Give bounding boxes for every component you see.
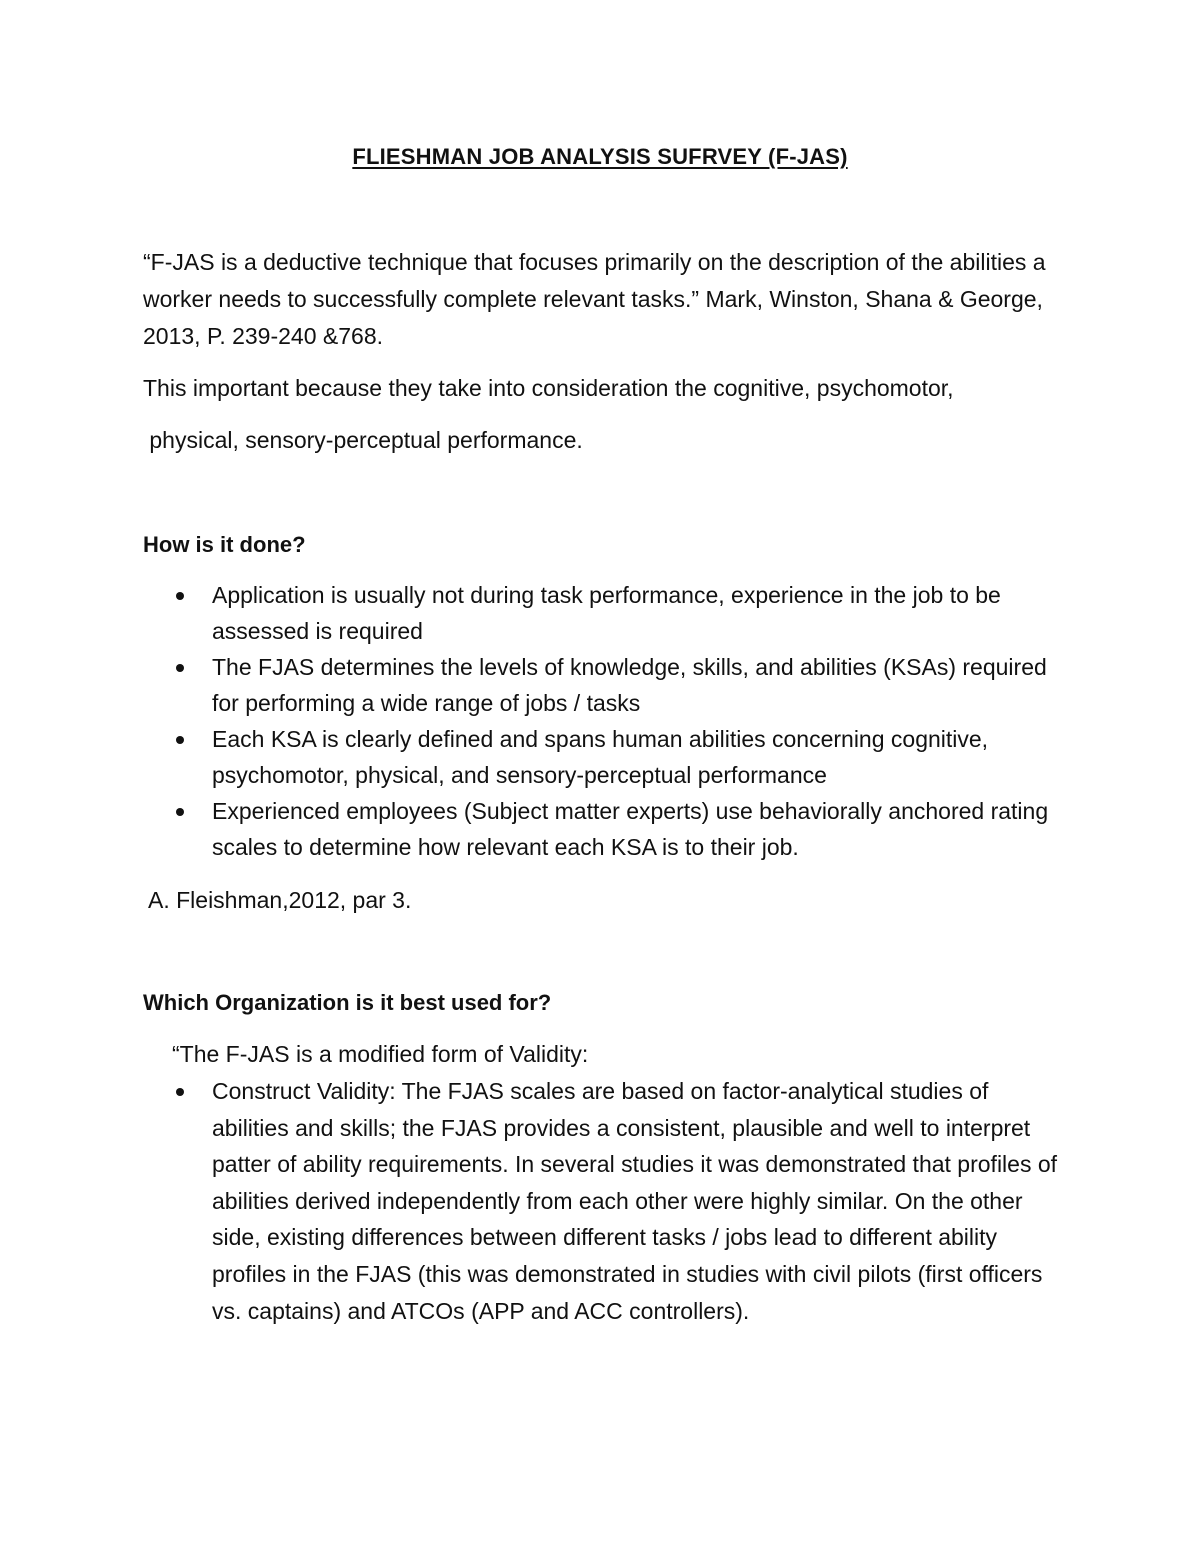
list-item-text: Application is usually not during task performance, experience in the job to be assessed is required [212,582,1001,644]
list-item-text: The FJAS determines the levels of knowledge, skills, and abilities (KSAs) required for performing a wide range of jobs / tasks [212,654,1047,716]
importance-line-2: physical, sensory-perceptual performance. [143,427,583,453]
document-title: FLIESHMAN JOB ANALYSIS SUFRVEY (F-JAS) [352,144,848,169]
list-item [143,577,1063,649]
list-item [143,649,1063,721]
bullet-icon [176,736,184,744]
list-item-text: Each KSA is clearly defined and spans human abilities concerning cognitive, psychomotor, physical, and sensory-perceptual performance [212,726,989,788]
importance-line-1: This important because they take into consideration the cognitive, psychomotor, [143,375,954,401]
intro-quote: “F-JAS is a deductive technique that focuses primarily on the description of the abilities a worker needs to successfully complete relevant tasks.” Mark, Winston, Shana & George, 2013, P. 239-240 &768. [143,249,1046,349]
how-bullet-list [143,577,1063,865]
section-heading-how: How is it done? [143,532,306,557]
list-item [143,793,1063,865]
bullet-icon [176,664,184,672]
how-citation: A. Fleishman,2012, par 3. [148,887,412,913]
list-item [143,721,1063,793]
section-heading-organization: Which Organization is it best used for? [143,990,552,1015]
organization-bullet-list [143,1073,1063,1329]
bullet-icon [176,1088,184,1096]
list-item-text: Construct Validity: The FJAS scales are based on factor-analytical studies of abilities and skills; the FJAS provides a consistent, plausible and well to interpret patter of ability requirements. In several studies it was demonstrated that profiles of abilities derived independently from each other were highly similar. On the other side, existing differences between different tasks / jobs lead to different ability profiles in the FJAS (this was demonstrated in studies with civil pilots (first officers vs. captains) and ATCOs (APP and ACC controllers). [212,1078,1058,1324]
bullet-icon [176,592,184,600]
list-item [143,1073,1063,1329]
validity-lead: “The F-JAS is a modified form of Validity: [172,1041,589,1067]
bullet-icon [176,808,184,816]
list-item-text: Experienced employees (Subject matter experts) use behaviorally anchored rating scales to determine how relevant each KSA is to their job. [212,798,1049,860]
